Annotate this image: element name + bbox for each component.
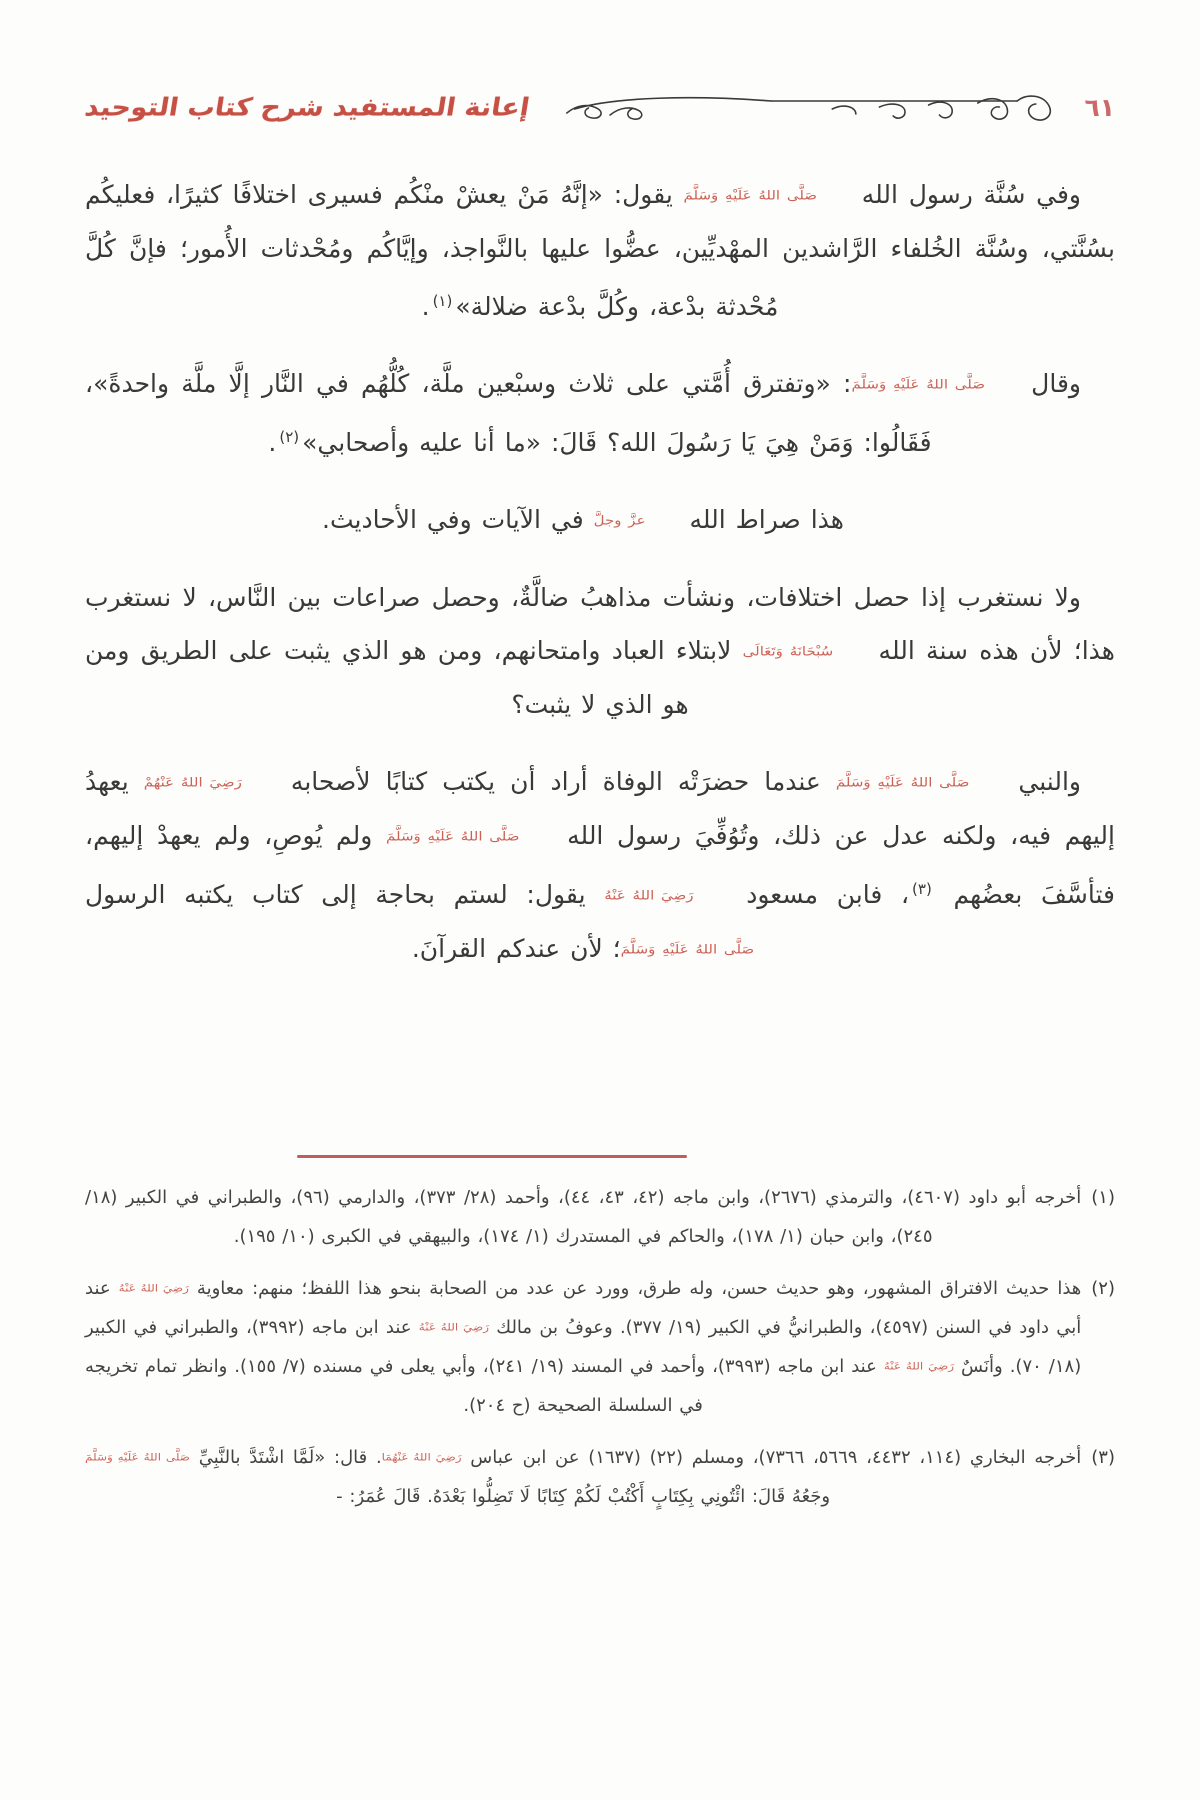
- footnotes-section: [85, 1178, 1115, 1529]
- paragraph: هذا صراط الله عزَّ وجلَّ في الآيات وفي الأحاديث.: [85, 493, 1115, 547]
- footnote-text: أخرجه أبو داود (٤٦٠٧)، والترمذي (٢٦٧٦)، وابن ماجه (٤٢، ٤٣، ٤٤)، وأحمد (٢٨/ ٣٧٣)، والدارمي (٩٦)، والطبراني في الكبير (١٨/ ٢٤٥)، وابن حبان (١/ ١٧٨)، والحاكم في المستدرك (١/ ١٧٤)، والبيهقي في الكبرى (١٠/ ١٩٥).: [85, 1187, 1082, 1247]
- footnote-text: أخرجه البخاري (١١٤، ٤٤٣٢، ٥٦٦٩، ٧٣٦٦)، ومسلم (٢٢) (١٦٣٧) عن ابن عباس رَضِيَ اللهُ عَنْهُمَا. قال: «لَمَّا اشْتَدَّ بالنَّبِيِّ صَلَّى اللهُ عَلَيْهِ وَسَلَّمَ وجَعُهُ قَالَ: ائْتُونِي بِكِتَابٍ أَكْتُبْ لَكُمْ كِتَابًا لَا تَضِلُّوا بَعْدَهُ. قَالَ عُمَرُ: -: [85, 1438, 1081, 1516]
- honorific-glyph: رَضِيَ اللهُ عَنْهُ: [418, 1321, 490, 1334]
- honorific-glyph: صَلَّى اللهُ عَلَيْهِ وَسَلَّمَ: [851, 376, 985, 392]
- footnote-text: هذا حديث الافتراق المشهور، وهو حديث حسن، وله طرق، وورد عن عدد من الصحابة بنحو هذا اللفظ؛ منهم: معاوية رَضِيَ اللهُ عَنْهُ عند أبي داود في السنن (٤٥٩٧)، والطبرانيُّ في الكبير (١٩/ ٣٧٧). وعوفُ بن مالك رَضِيَ اللهُ عَنْهُ عند ابن ماجه (٣٩٩٢)، والطبراني في الكبير (١٨/ ٧٠). وأنَسٌ رَضِيَ اللهُ عَنْهُ عند ابن ماجه (٣٩٩٣)، وأحمد في المسند (١٩/ ٢٤١)، وأبي يعلى في مسنده (٧/ ١٥٥). وانظر تمام تخريجه في السلسلة الصحيحة (ح ٢٠٤).: [85, 1269, 1081, 1425]
- footnote-reference[interactable]: (١): [432, 292, 453, 310]
- footnote-item: [85, 1438, 1115, 1516]
- footnote-marker: (٢): [1091, 1278, 1115, 1299]
- honorific-glyph: سُبْحَانَهُ وَتَعَالَى: [742, 643, 834, 659]
- footnote-item: [85, 1269, 1115, 1425]
- page-header: [82, 74, 1115, 140]
- honorific-glyph: صَلَّى اللهُ عَلَيْهِ وَسَلَّمَ: [85, 1451, 190, 1464]
- honorific-glyph: صَلَّى اللهُ عَلَيْهِ وَسَلَّمَ: [386, 828, 520, 844]
- footnote-marker: (١): [1091, 1187, 1115, 1208]
- honorific-glyph: صَلَّى اللهُ عَلَيْهِ وَسَلَّمَ: [835, 774, 970, 790]
- paragraph: وفي سُنَّة رسول الله صَلَّى اللهُ عَلَيْهِ وَسَلَّمَ يقول: «إنَّهُ مَنْ يعشْ منْكُم فسيرى اختلافًا كثيرًا، فعليكُم بسُنَّتي، وسُنَّة الخُلفاء الرَّاشدين المهْديِّين، عضُّوا عليها بالنَّواجذ، وإيَّاكُم ومُحْدثات الأُمور؛ فإنَّ كُلَّ مُحْدثة بدْعة، وكُلَّ بدْعة ضلالة»$^{(١)}$.: [85, 168, 1115, 333]
- floral-divider-ornament: [555, 87, 1066, 127]
- honorific-glyph: رَضِيَ اللهُ عَنْهُ: [604, 887, 694, 903]
- footnote-separator: [297, 1155, 687, 1158]
- paragraph: وقال صَلَّى اللهُ عَلَيْهِ وَسَلَّمَ: «وتفترق أُمَّتي على ثلاث وسبْعين ملَّة، كُلُّهُم في النَّار إلَّا ملَّة واحدةً»، فَقَالُوا: وَمَنْ هِيَ يَا رَسُولَ الله؟ قَالَ: «ما أنا عليه وأصحابي»$^{(٢)}$.: [85, 357, 1115, 469]
- paragraph: والنبي صَلَّى اللهُ عَلَيْهِ وَسَلَّمَ عندما حضرَتْه الوفاة أراد أن يكتب كتابًا لأصحابه رَضِيَ اللهُ عَنْهُمْ يعهدُ إليهم فيه، ولكنه عدل عن ذلك، وتُوُفِّيَ رسول الله صَلَّى اللهُ عَلَيْهِ وَسَلَّمَ ولم يُوصِ، ولم يعهدْ إليهم، فتأسَّفَ بعضُهم $^{(٣)}$، فابن مسعود رَضِيَ اللهُ عَنْهُ يقول: لستم بحاجة إلى كتاب يكتبه الرسول صَلَّى اللهُ عَلَيْهِ وَسَلَّمَ؛ لأن عندكم القرآنَ.: [85, 755, 1115, 976]
- honorific-glyph: صَلَّى اللهُ عَلَيْهِ وَسَلَّمَ: [620, 941, 755, 957]
- footnote-item: [85, 1178, 1115, 1256]
- running-header-title: إعانة المستفيد شرح كتاب التوحيد: [82, 92, 532, 122]
- honorific-glyph: صَلَّى اللهُ عَلَيْهِ وَسَلَّمَ: [683, 187, 818, 203]
- honorific-glyph: عزَّ وجلَّ: [593, 512, 646, 528]
- page-number: ٦١: [1084, 92, 1115, 122]
- footnote-marker: (٣): [1091, 1447, 1115, 1468]
- honorific-glyph: رَضِيَ اللهُ عَنْهُ: [118, 1282, 189, 1295]
- honorific-glyph: رَضِيَ اللهُ عَنْهُ: [883, 1360, 955, 1373]
- paragraph: ولا نستغرب إذا حصل اختلافات، ونشأت مذاهبُ ضالَّةٌ، وحصل صراعات بين النَّاس، لا نستغرب هذا؛ لأن هذه سنة الله سُبْحَانَهُ وَتَعَالَى لابتلاء العباد وامتحانهم، ومن هو الذي يثبت على الطريق ومن هو الذي لا يثبت؟: [85, 583, 1115, 719]
- honorific-glyph: رَضِيَ اللهُ عَنْهُمَا: [381, 1451, 462, 1464]
- footnote-reference[interactable]: (٣): [912, 880, 932, 898]
- body-text: [85, 168, 1115, 976]
- honorific-glyph: رَضِيَ اللهُ عَنْهُمْ: [143, 774, 242, 790]
- footnote-reference[interactable]: (٢): [279, 428, 300, 446]
